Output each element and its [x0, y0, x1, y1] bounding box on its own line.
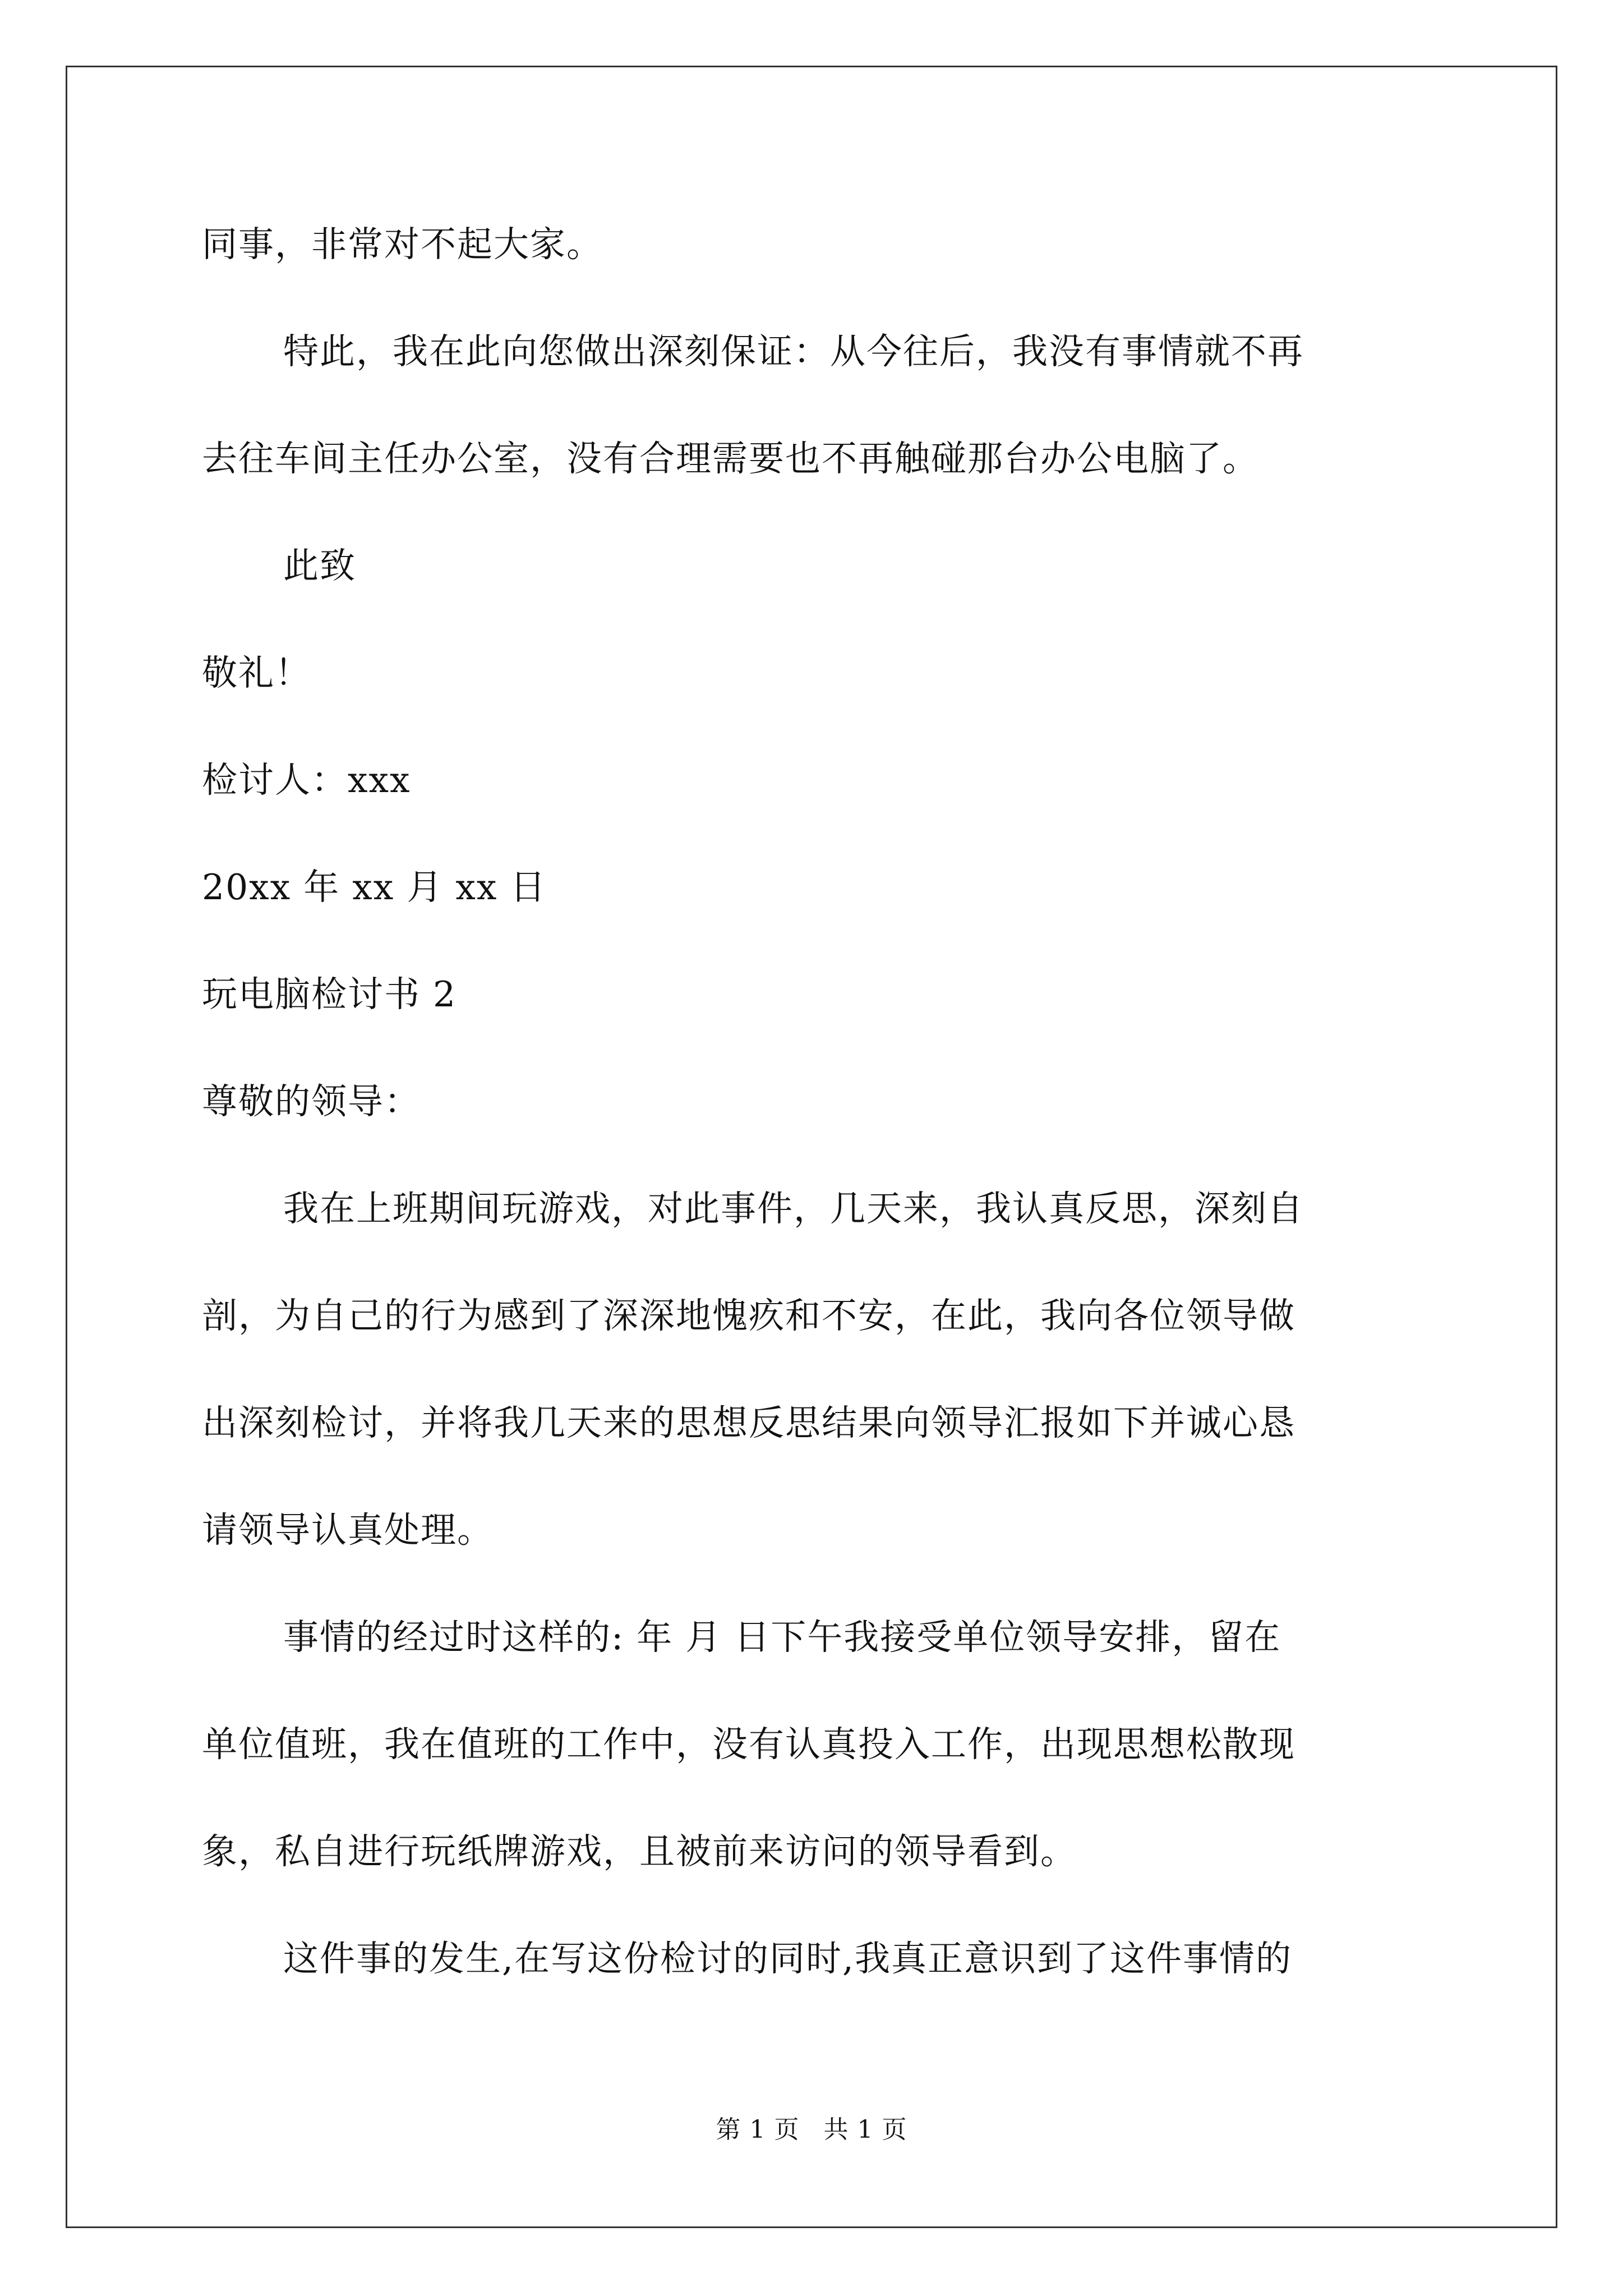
- signature-line: 检讨人：xxx: [202, 760, 411, 800]
- closing-salutation: 此致: [283, 545, 356, 586]
- text-line: 去往车间主任办公室，没有合理需要也不再触碰那台办公电脑了。: [202, 438, 1259, 479]
- text-line: 单位值班，我在值班的工作中，没有认真投入工作，出现思想松散现: [202, 1724, 1295, 1765]
- text-line: 剖，为自己的行为感到了深深地愧疚和不安，在此，我向各位领导做: [202, 1295, 1295, 1336]
- document-body: [202, 191, 1436, 2012]
- page-number-current: 第 1 页: [716, 2115, 800, 2144]
- closing-respect: 敬礼！: [202, 652, 311, 693]
- text-line: 请领导认真处理。: [202, 1510, 494, 1550]
- page-number-total: 共 1 页: [823, 2115, 907, 2144]
- date-line: 20xx 年 xx 月 xx 日: [202, 867, 547, 908]
- text-line: 这件事的发生,在写这份检讨的同时,我真正意识到了这件事情的: [283, 1938, 1293, 1979]
- section-title: 玩电脑检讨书 2: [202, 974, 457, 1015]
- text-line: 事情的经过时这样的: 年 月 日下午我接受单位领导安排，留在: [283, 1617, 1281, 1658]
- greeting-line: 尊敬的领导：: [202, 1081, 421, 1122]
- text-line: 同事，非常对不起大家。: [202, 224, 603, 265]
- page-footer: [0, 2109, 1623, 2145]
- text-line: 我在上班期间玩游戏，对此事件，几天来，我认真反思，深刻自: [283, 1188, 1304, 1229]
- text-line: 象，私自进行玩纸牌游戏，且被前来访问的领导看到。: [202, 1831, 1077, 1872]
- text-line: 特此，我在此向您做出深刻保证：从今往后，我没有事情就不再: [283, 331, 1304, 372]
- text-line: 出深刻检讨，并将我几天来的思想反思结果向领导汇报如下并诚心恳: [202, 1402, 1295, 1443]
